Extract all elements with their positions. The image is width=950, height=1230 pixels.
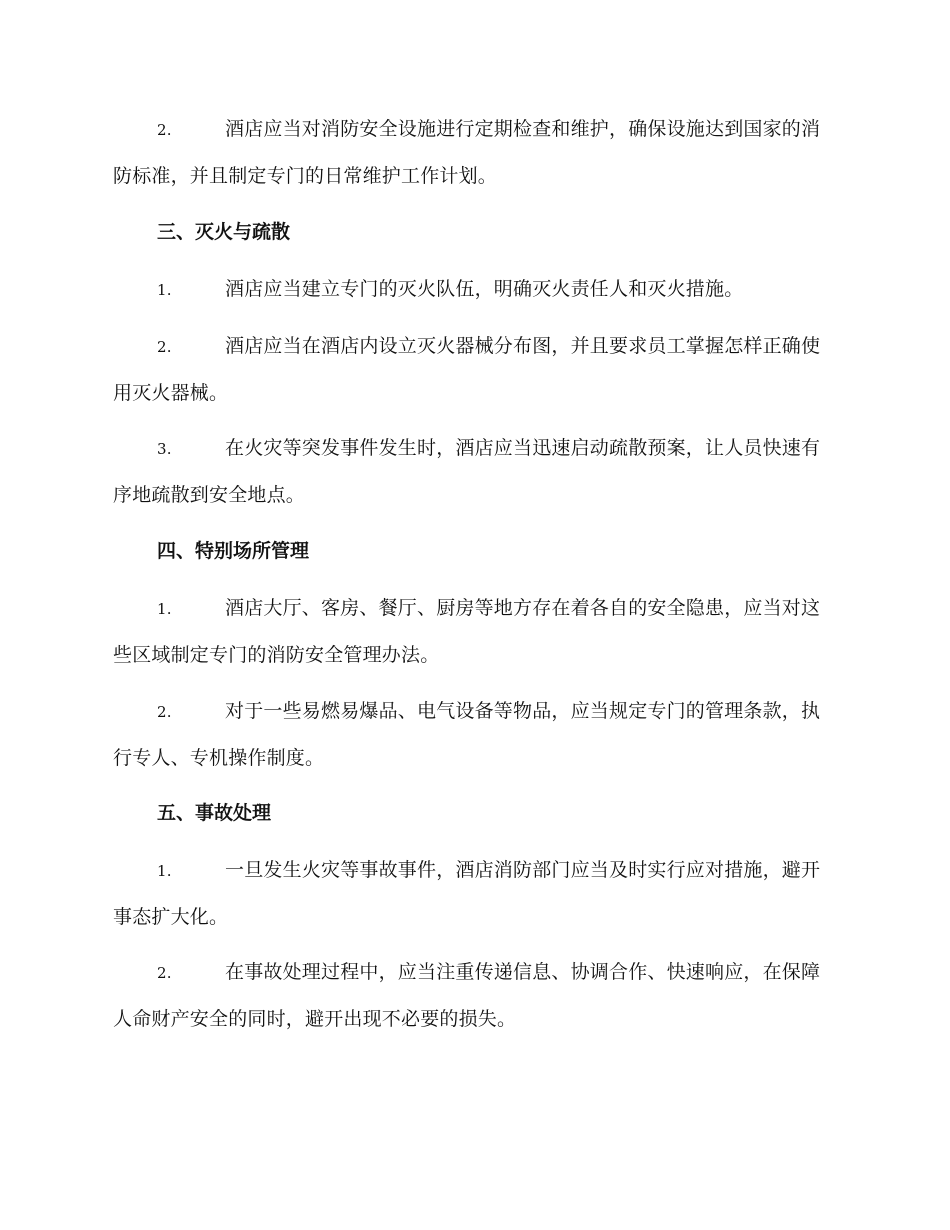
item-text: 对于一些易燃易爆品、电气设备等物品，应当规定专门的管理条款，执行专人、专机操作制度。 [113,700,821,769]
item-text: 一旦发生火灾等事故事件，酒店消防部门应当及时实行应对措施，避开事态扩大化。 [113,859,821,928]
item-number: 2. [157,964,172,982]
section-heading: 四、特别场所管理 [157,540,310,562]
item-number: 1. [157,600,172,618]
list-item [113,949,835,1042]
list-item [113,323,835,416]
section-heading: 五、事故处理 [157,802,272,824]
list-item [113,425,835,518]
item-number: 1. [157,281,172,299]
item-text: 酒店应当建立专门的灭火队伍，明确灭火责任人和灭火措施。 [225,278,744,300]
item-text: 酒店应当对消防安全设施进行定期检查和维护，确保设施达到国家的消防标准，并且制定专门的日常维护工作计划。 [113,118,821,187]
item-number: 2. [157,703,172,721]
list-item [113,266,835,313]
item-number: 2. [157,338,172,356]
item-number: 2. [157,121,172,139]
item-number: 3. [157,440,172,458]
list-item [113,585,835,678]
list-item [113,688,835,781]
item-text: 在事故处理过程中，应当注重传递信息、协调合作、快速响应，在保障人命财产安全的同时，避开出现不必要的损失。 [113,961,821,1030]
item-text: 酒店大厅、客房、餐厅、厨房等地方存在着各自的安全隐患，应当对这些区域制定专门的消防安全管理办法。 [113,597,821,666]
list-item [113,847,835,940]
item-text: 酒店应当在酒店内设立灭火器械分布图，并且要求员工掌握怎样正确使用灭火器械。 [113,335,821,404]
item-number: 1. [157,862,172,880]
section-heading: 三、灭火与疏散 [157,221,291,243]
list-item [113,106,835,199]
item-text: 在火灾等突发事件发生时，酒店应当迅速启动疏散预案，让人员快速有序地疏散到安全地点。 [113,437,821,506]
